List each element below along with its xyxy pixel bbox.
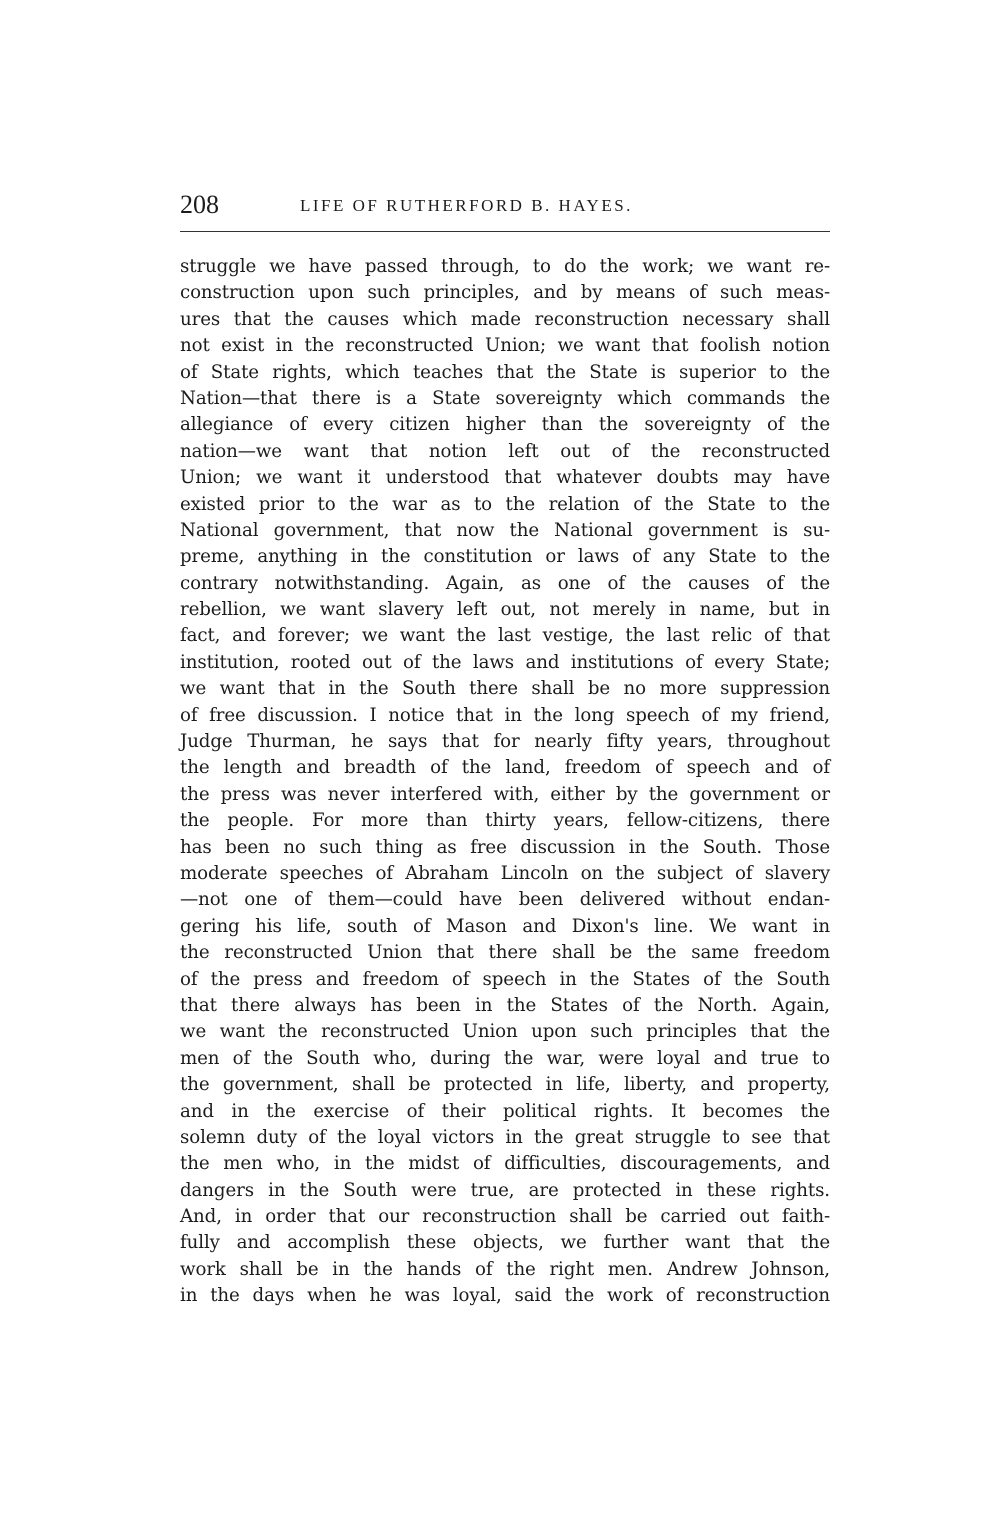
text-line: preme, anything in the constitution or laws of any State to the: [180, 546, 830, 568]
text-line: not exist in the reconstructed Union; we want that foolish notion: [180, 335, 830, 357]
text-line: fact, and forever; we want the last vestige, the last relic of that: [180, 625, 830, 647]
text-line: Nation—that there is a State sovereignty which commands the: [180, 387, 830, 409]
text-line: And, in order that our reconstruction shall be carried out faith-: [180, 1206, 830, 1228]
text-line: we want the reconstructed Union upon such principles that the: [180, 1021, 830, 1043]
text-line: moderate speeches of Abraham Lincoln on the subject of slavery: [180, 862, 830, 884]
text-line: the reconstructed Union that there shall be the same freedom: [180, 942, 830, 964]
text-line: the press was never interfered with, either by the government or: [180, 783, 830, 805]
page-header: [180, 190, 830, 224]
text-line: nation—we want that notion left out of the reconstructed: [180, 440, 830, 462]
text-line: institution, rooted out of the laws and institutions of every State;: [180, 651, 830, 673]
text-line: work shall be in the hands of the right men. Andrew Johnson,: [180, 1258, 830, 1280]
text-line: construction upon such principles, and by means of such meas-: [180, 282, 830, 304]
text-line: the people. For more than thirty years, fellow-citizens, there: [180, 810, 830, 832]
text-line: and in the exercise of their political rights. It becomes the: [180, 1100, 830, 1122]
text-line: fully and accomplish these objects, we further want that the: [180, 1232, 830, 1254]
text-line: the government, shall be protected in life, liberty, and property,: [180, 1074, 830, 1096]
text-line: dangers in the South were true, are protected in these rights.: [180, 1179, 830, 1201]
text-line: solemn duty of the loyal victors in the great struggle to see that: [180, 1126, 830, 1148]
page-number: 208: [180, 190, 219, 219]
text-line: allegiance of every citizen higher than the sovereignty of the: [180, 414, 830, 436]
text-line: in the days when he was loyal, said the work of reconstruction: [180, 1285, 830, 1307]
text-line: —not one of them—could have been delivered without endan-: [180, 889, 830, 911]
text-line: gering his life, south of Mason and Dixon's line. We want in: [180, 915, 830, 937]
text-line: contrary notwithstanding. Again, as one of the causes of the: [180, 572, 830, 594]
text-line: struggle we have passed through, to do the work; we want re-: [180, 256, 830, 277]
text-line: we want that in the South there shall be no more suppression: [180, 678, 830, 700]
body-text: [180, 254, 830, 1310]
text-line: rebellion, we want slavery left out, not merely in name, but in: [180, 599, 830, 621]
text-line: of free discussion. I notice that in the long speech of my friend,: [180, 704, 830, 726]
text-line: of State rights, which teaches that the State is superior to the: [180, 361, 830, 383]
text-line: National government, that now the National government is su-: [180, 519, 830, 541]
text-line: men of the South who, during the war, were loyal and true to: [180, 1047, 830, 1069]
text-line: has been no such thing as free discussion in the South. Those: [180, 836, 830, 858]
text-line: ures that the causes which made reconstruction necessary shall: [180, 308, 830, 330]
text-line: Judge Thurman, he says that for nearly fifty years, throughout: [180, 731, 830, 753]
text-line: that there always has been in the States of the North. Again,: [180, 994, 830, 1016]
text-line: Union; we want it understood that whatever doubts may have: [180, 467, 830, 489]
text-line: existed prior to the war as to the relation of the State to the: [180, 493, 830, 515]
running-title: LIFE OF RUTHERFORD B. HAYES.: [300, 196, 633, 215]
text-line: of the press and freedom of speech in the States of the South: [180, 968, 830, 990]
header-rule: [180, 231, 830, 232]
text-line: the men who, in the midst of difficulties, discouragements, and: [180, 1153, 830, 1175]
text-line: the length and breadth of the land, freedom of speech and of: [180, 757, 830, 779]
